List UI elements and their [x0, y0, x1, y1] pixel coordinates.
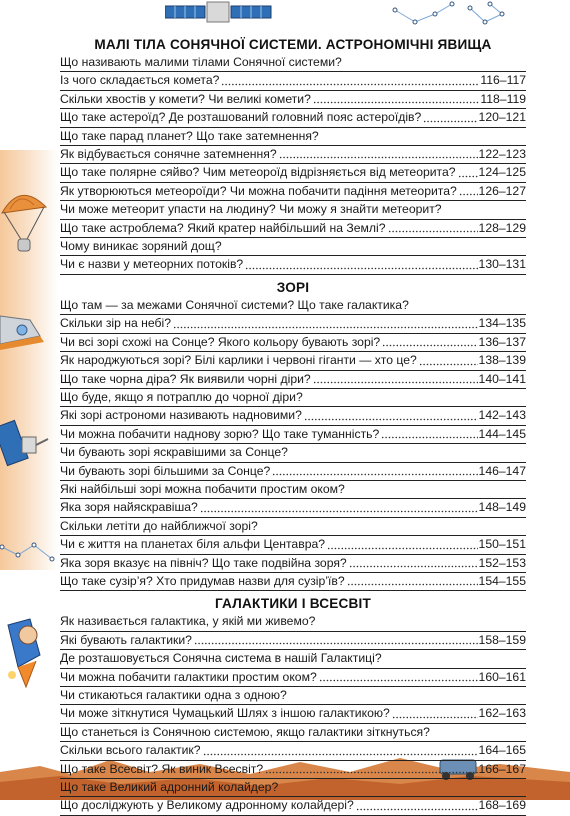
section-title: ЗОРІ — [276, 279, 310, 295]
dot-leader — [319, 669, 478, 683]
entry-page-range: 168–169 — [478, 798, 526, 813]
entry-question: Як утворюються метеороїди? Чи можна побачити падіння метеорита? — [60, 183, 457, 198]
entry-page-range: 118–119 — [480, 91, 526, 106]
dot-leader — [173, 316, 478, 330]
entry-question: Чи може зіткнутися Чумацький Шлях з іншою галактикою? — [60, 706, 390, 721]
entry-question: Чи є життя на планетах біля альфи Центавра? — [60, 537, 326, 552]
toc-entry — [60, 555, 526, 573]
entry-page-range: 140–141 — [478, 371, 526, 386]
entry-question: Що таке астероїд? Де розташований головний пояс астероїдів? — [60, 110, 422, 125]
entry-page-range: 122–123 — [478, 147, 526, 162]
dot-leader — [349, 555, 478, 569]
toc-entry — [60, 389, 526, 407]
dot-leader — [423, 110, 477, 124]
constellation-illustration-top — [390, 0, 510, 32]
toc-entry — [60, 761, 526, 779]
entry-question: Чи бувають зорі більшими за Сонце? — [60, 463, 271, 478]
entry-question: Чому виникає зоряний дощ? — [60, 239, 222, 254]
toc-entry — [60, 742, 526, 760]
astronaut-rocket-illustration — [0, 615, 52, 695]
dot-leader — [419, 353, 478, 367]
entry-page-range: 146–147 — [478, 463, 526, 478]
entry-question: Що таке астроблема? Який кратер найбільший на Землі? — [60, 220, 386, 235]
entry-page-range: 134–135 — [478, 316, 526, 331]
toc-entry — [60, 499, 526, 517]
dot-leader — [388, 220, 478, 234]
entry-question: Чи можна побачити наднову зорю? Що таке туманність? — [60, 426, 380, 441]
toc-entry — [60, 518, 526, 536]
entry-question: Чи всі зорі схожі на Сонце? Якого кольору бувають зорі? — [60, 334, 381, 349]
entry-page-range: 148–149 — [478, 500, 526, 515]
entry-question: Чи можна побачити галактики простим оком? — [60, 669, 317, 684]
entry-question: Скільки зір на небі? — [60, 316, 172, 331]
space-capsule-illustration — [0, 310, 48, 350]
entry-page-range: 154–155 — [478, 573, 526, 588]
entry-question: Що там — за межами Сонячної системи? Що таке галактика? — [60, 297, 409, 312]
entry-page-range: 138–139 — [478, 353, 526, 368]
toc-entry — [60, 407, 526, 425]
dot-leader — [203, 743, 478, 757]
dot-leader — [313, 91, 480, 105]
entry-page-range: 166–167 — [478, 761, 526, 776]
entry-question: Що буде, якщо я потраплю до чорної діри? — [60, 389, 303, 404]
toc-entry — [60, 687, 526, 705]
entry-page-range: 126–127 — [478, 183, 526, 198]
entry-page-range: 150–151 — [478, 537, 526, 552]
entry-question: Які бувають галактики? — [60, 632, 192, 647]
entry-page-range: 164–165 — [478, 743, 526, 758]
dot-leader — [245, 257, 477, 271]
entry-question: Що таке сузір’я? Хто придумав назви для сузір’їв? — [60, 573, 345, 588]
toc-entry — [60, 256, 526, 274]
dot-leader — [381, 426, 477, 440]
toc-entry — [60, 797, 526, 815]
toc-entry — [60, 334, 526, 352]
toc-entry — [60, 444, 526, 462]
parachute-illustration — [0, 185, 50, 255]
dot-leader — [347, 573, 478, 587]
dot-leader — [327, 537, 478, 551]
entry-question: Яка зоря найяскравіша? — [60, 500, 198, 515]
entry-page-range: 142–143 — [478, 408, 526, 423]
toc-entry — [60, 146, 526, 164]
entry-question: Чи може метеорит упасти на людину? Чи можу я знайти метеорит? — [60, 202, 442, 217]
entry-page-range: 158–159 — [478, 632, 526, 647]
toc-entry — [60, 91, 526, 109]
entry-question: Як називається галактика, у якій ми живемо? — [60, 614, 316, 629]
toc-entry — [60, 54, 526, 72]
entry-question: Скільки хвостів у комети? Чи великі комети? — [60, 91, 311, 106]
toc-entry — [60, 220, 526, 238]
entry-page-range: 160–161 — [478, 669, 526, 684]
entry-question: Чи бувають зорі яскравішими за Сонце? — [60, 445, 288, 460]
entry-question: Що називають малими тілами Сонячної системи? — [60, 55, 342, 69]
toc-entry — [60, 463, 526, 481]
entry-question: Що таке чорна діра? Як виявили чорні діри? — [60, 371, 311, 386]
entry-question: Чи є назви у метеорних потоків? — [60, 257, 244, 272]
toc-entry — [60, 724, 526, 742]
constellation-illustration-left — [0, 535, 60, 570]
toc-entry — [60, 128, 526, 146]
toc-entry — [60, 632, 526, 650]
toc-entry — [60, 426, 526, 444]
entry-page-range: 120–121 — [478, 110, 526, 125]
entry-question: Що таке парад планет? Що таке затемнення? — [60, 128, 319, 143]
dot-leader — [459, 183, 478, 197]
dot-leader — [382, 334, 477, 348]
entry-question: Що досліджують у Великому адронному колайдері? — [60, 798, 354, 813]
toc-entry — [60, 164, 526, 182]
dot-leader — [279, 146, 478, 160]
entry-page-range: 152–153 — [478, 555, 526, 570]
dot-leader — [313, 371, 478, 385]
entry-question: Із чого складається комета? — [60, 73, 220, 88]
toc-entry — [60, 669, 526, 687]
entry-question: Що таке Великий адронний колайдер? — [60, 780, 279, 795]
entry-question: Скільки всього галактик? — [60, 743, 201, 758]
dot-leader — [458, 165, 478, 179]
satellite-illustration-top — [165, 0, 275, 28]
satellite-illustration-left — [0, 415, 50, 475]
toc-entry — [60, 352, 526, 370]
entry-question: Де розташовується Сонячна система в нашій Галактиці? — [60, 651, 382, 666]
entry-page-range: 136–137 — [478, 334, 526, 349]
entry-page-range: 116–117 — [480, 73, 526, 88]
entry-question: Скільки летіти до найближчої зорі? — [60, 518, 258, 533]
entry-page-range: 144–145 — [478, 426, 526, 441]
entry-question: Як народжуються зорі? Білі карлики і червоні гіганти — хто це? — [60, 353, 417, 368]
entry-page-range: 162–163 — [478, 706, 526, 721]
dot-leader — [304, 408, 478, 422]
toc-entry — [60, 297, 526, 315]
dot-leader — [392, 706, 478, 720]
toc-entry — [60, 481, 526, 499]
toc-entry — [60, 183, 526, 201]
entry-question: Що станеться із Сонячною системою, якщо галактики зіткнуться? — [60, 724, 430, 739]
entry-question: Яка зоря вказує на північ? Що таке подвійна зоря? — [60, 555, 347, 570]
section-title: ГАЛАКТИКИ І ВСЕСВІТ — [215, 596, 371, 612]
entry-question: Як відбувається сонячне затемнення? — [60, 147, 277, 162]
dot-leader — [200, 500, 478, 514]
toc-entry — [60, 573, 526, 591]
entry-question: Чи стикаються галактики одна з одною? — [60, 688, 287, 702]
toc-entry — [60, 779, 526, 797]
toc-entry — [60, 72, 526, 90]
dot-leader — [194, 632, 478, 646]
toc-entry — [60, 201, 526, 219]
toc-entry — [60, 238, 526, 256]
dot-leader — [221, 73, 479, 87]
entry-page-range: 130–131 — [478, 257, 526, 272]
toc-entry — [60, 650, 526, 668]
toc-entry — [60, 371, 526, 389]
dot-leader — [265, 761, 477, 775]
entry-page-range: 124–125 — [478, 165, 526, 180]
toc-entry — [60, 613, 526, 631]
entry-question: Які найбільші зорі можна побачити простим оком? — [60, 481, 345, 496]
entry-question: Які зорі астрономи називають надновими? — [60, 408, 302, 423]
entry-question: Що таке полярне сяйво? Чим метеороїд відрізняється від метеорита? — [60, 165, 456, 180]
toc-entry — [60, 705, 526, 723]
section-title: МАЛІ ТІЛА СОНЯЧНОЇ СИСТЕМИ. АСТРОНОМІЧНІ ЯВИЩА — [94, 37, 492, 52]
dot-leader — [272, 463, 477, 477]
entry-page-range: 128–129 — [478, 220, 526, 235]
toc-entry — [60, 109, 526, 127]
toc-entry — [60, 536, 526, 554]
toc-entry — [60, 315, 526, 333]
table-of-contents — [60, 36, 526, 816]
entry-question: Що таке Всесвіт? Як виник Всесвіт? — [60, 761, 264, 776]
